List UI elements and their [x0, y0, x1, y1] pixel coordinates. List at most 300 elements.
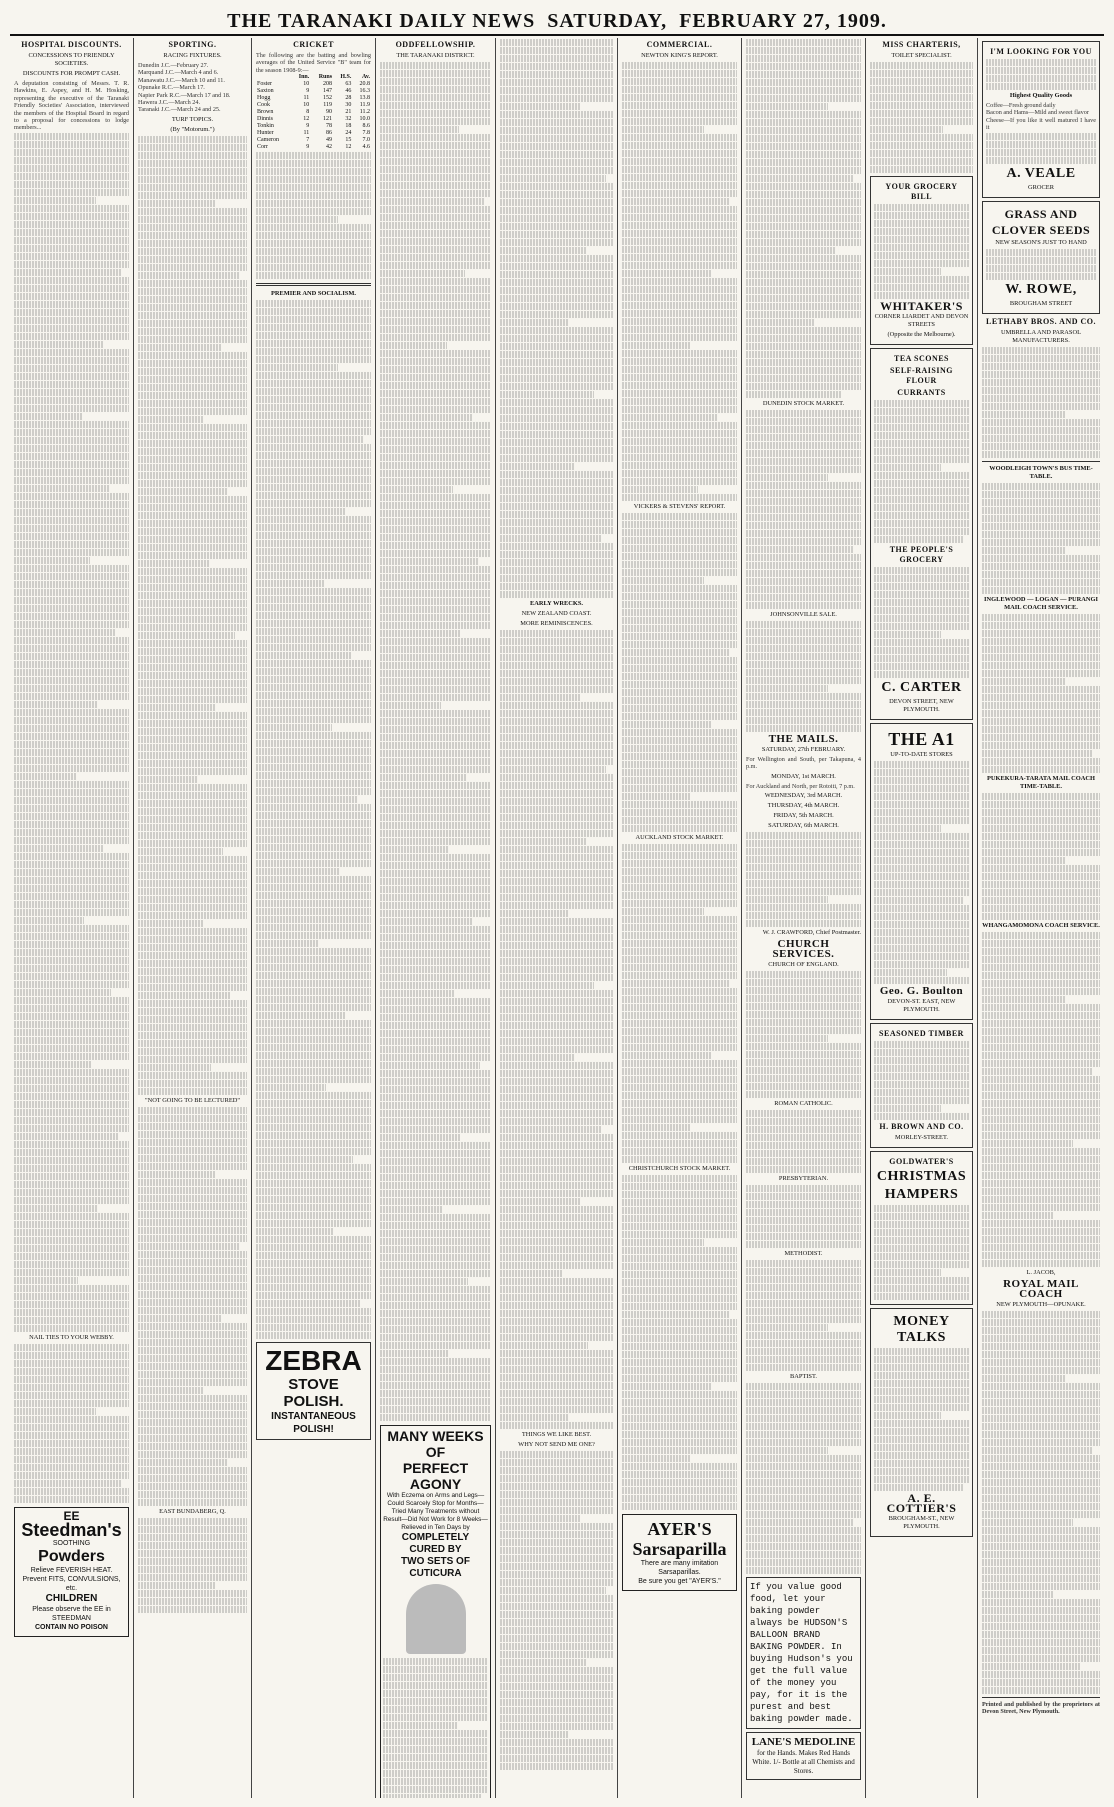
text-line: [14, 509, 129, 516]
text-line: [500, 479, 613, 486]
text-line: [500, 662, 613, 669]
text-line: [256, 588, 371, 595]
text-line: [500, 335, 613, 342]
text-line: [622, 852, 737, 859]
text-line: [380, 1358, 491, 1365]
fixture-2: Manawatu J.C.—March 10 and 11.: [138, 76, 225, 84]
text-line: [138, 296, 247, 303]
text-line: [874, 1452, 969, 1459]
text-line: [746, 1142, 861, 1149]
text-line: [622, 398, 737, 405]
text-line: [500, 934, 613, 941]
text-line: [746, 1495, 861, 1502]
text-line: [746, 1209, 861, 1216]
vickers-heading: VICKERS & STEVENS' REPORT.: [633, 503, 726, 510]
text-line: [622, 681, 737, 688]
text-line: [138, 1040, 247, 1047]
text-line: [138, 1187, 247, 1194]
divider: [256, 283, 371, 286]
text-line: [138, 1518, 247, 1525]
averages-header-cell: Inn.: [298, 74, 310, 81]
text-line: [14, 1448, 129, 1455]
text-line: [380, 862, 491, 869]
text-line: [746, 880, 861, 887]
text-line: [14, 637, 129, 644]
text-line: [874, 897, 963, 904]
text-line: [256, 340, 371, 347]
royal-heading: ROYAL MAIL COACH: [1003, 1277, 1079, 1300]
text-line: [746, 987, 861, 994]
text-line: [380, 374, 491, 381]
text-line: [746, 979, 861, 986]
text-line: [500, 55, 613, 62]
text-line: [500, 119, 613, 126]
text-line: [874, 1065, 969, 1072]
text-line: [622, 358, 737, 365]
text-line: [622, 1487, 737, 1494]
text-line: [746, 103, 828, 110]
text-line: [380, 222, 491, 229]
text-line: [383, 1658, 488, 1665]
text-line: [256, 1244, 371, 1251]
text-line: [874, 623, 969, 630]
text-line: [622, 1004, 737, 1011]
text-line: [874, 631, 941, 638]
text-line: [256, 324, 371, 331]
text-line: [380, 142, 491, 149]
text-line: [874, 833, 969, 840]
text-line: [138, 680, 247, 687]
text-line: [14, 301, 129, 308]
text-line: [14, 1013, 129, 1020]
text-line: [982, 1447, 1093, 1454]
rowe-addr: BROUGHAM STREET: [1009, 299, 1073, 307]
text-line: [746, 1091, 861, 1098]
text-line: [982, 718, 1100, 725]
text-line: [746, 1043, 861, 1050]
text-line: [622, 238, 737, 245]
text-line: [256, 940, 319, 947]
text-line: [870, 110, 973, 117]
text-line: [138, 1080, 247, 1087]
text-line: [256, 1324, 371, 1331]
text-line: [380, 286, 491, 293]
text-line: [138, 344, 222, 351]
text-line: [380, 1038, 491, 1045]
text-line: [746, 474, 828, 481]
text-line: [982, 1236, 1100, 1243]
text-line: [14, 629, 116, 636]
text-line: [380, 1254, 491, 1261]
text-line: [380, 798, 491, 805]
text-line: [622, 617, 737, 624]
text-line: [256, 484, 371, 491]
text-line: [138, 1467, 247, 1474]
text-line: [14, 797, 129, 804]
text-line: [500, 127, 613, 134]
table-cell: 10: [303, 102, 310, 109]
text-line: [622, 529, 737, 536]
text-line: [380, 1206, 442, 1213]
text-line: [500, 1198, 581, 1205]
text-line: [256, 1012, 346, 1019]
text-line: [138, 424, 247, 431]
column-right-ads: [978, 38, 1104, 1798]
text-line: [500, 742, 613, 749]
text-line: [138, 928, 247, 935]
text-line: [380, 686, 491, 693]
cuticura-head1: MANY WEEKS OF: [387, 1428, 484, 1460]
text-line: [256, 900, 371, 907]
tt1-heading: WOODLEIGH TOWN'S BUS TIME-TABLE.: [989, 464, 1093, 480]
text-line: [622, 1455, 691, 1462]
text-line: [982, 686, 1100, 693]
text-line: [982, 630, 1100, 637]
text-line: [982, 1212, 1053, 1219]
text-line: [14, 1005, 129, 1012]
text-line: [383, 1730, 488, 1737]
a1-box: [870, 723, 973, 1020]
text-line: [874, 761, 969, 768]
text-line: [500, 1483, 613, 1490]
text-line: [982, 1551, 1100, 1558]
text-line: [622, 342, 691, 349]
text-line: [622, 553, 737, 560]
text-line: [14, 285, 129, 292]
text-line: [874, 913, 969, 920]
text-line: [138, 480, 247, 487]
cuticura-text: [383, 1658, 488, 1798]
text-line: [500, 1190, 613, 1197]
text-line: [380, 638, 491, 645]
text-line: [256, 1076, 371, 1083]
text-line: [982, 1495, 1100, 1502]
text-line: [500, 471, 613, 478]
text-line: [500, 1262, 613, 1269]
text-line: [380, 86, 491, 93]
text-line: [14, 1037, 129, 1044]
tt4-heading: WHANGAMOMONA COACH SERVICE.: [982, 921, 1100, 929]
text-line: [982, 1415, 1100, 1422]
text-line: [138, 992, 230, 999]
text-line: [500, 1531, 613, 1538]
text-line: [982, 1647, 1100, 1654]
text-line: [500, 1595, 613, 1602]
text-line: [380, 398, 491, 405]
text-line: [138, 704, 216, 711]
text-line: [138, 1131, 247, 1138]
text-line: [746, 725, 861, 732]
text-line: [500, 175, 606, 182]
text-line: [138, 1323, 247, 1330]
text-line: [138, 1395, 247, 1402]
grass-sub: NEW SEASON'S JUST TO HAND: [995, 238, 1087, 246]
text-line: [746, 621, 861, 628]
tt1-body: [982, 483, 1100, 594]
text-line: [982, 1567, 1100, 1574]
text-line: [746, 1383, 861, 1390]
text-line: [380, 270, 465, 277]
text-line: [380, 734, 491, 741]
text-line: [622, 561, 737, 568]
text-line: [138, 1411, 247, 1418]
text-line: [746, 207, 861, 214]
text-line: [138, 712, 247, 719]
text-line: [746, 840, 861, 847]
text-line: [622, 585, 737, 592]
text-line: [256, 152, 371, 159]
text-line: [380, 1014, 491, 1021]
text-line: [138, 864, 247, 871]
text-line: [14, 1173, 129, 1180]
cottier-name: A. E. COTTIER'S: [886, 1491, 957, 1515]
text-line: [380, 1166, 491, 1173]
text-line: [256, 356, 371, 363]
text-line: [746, 1193, 861, 1200]
text-line: [622, 406, 737, 413]
text-line: [622, 326, 737, 333]
text-line: [256, 1052, 371, 1059]
text-line: [982, 614, 1100, 621]
church-body5: [746, 1383, 861, 1574]
text-line: [380, 454, 491, 461]
text-line: [380, 1286, 491, 1293]
column-oddfellowship: [376, 38, 496, 1798]
text-line: [874, 671, 969, 678]
text-line: [746, 351, 861, 358]
text-line: [622, 868, 737, 875]
text-line: [256, 780, 371, 787]
text-line: [380, 662, 491, 669]
lethaby-heading: LETHABY BROS. AND CO.: [986, 316, 1096, 326]
text-line: [746, 570, 861, 577]
text-line: [982, 940, 1100, 947]
text-line: [138, 1427, 247, 1434]
text-line: [874, 228, 969, 235]
text-line: [500, 782, 613, 789]
text-line: [622, 641, 737, 648]
text-line: [746, 1118, 861, 1125]
text-line: [14, 1285, 129, 1292]
table-cell: Corr: [257, 144, 268, 151]
mail-7: SATURDAY, 6th MARCH.: [768, 822, 839, 830]
text-line: [622, 964, 737, 971]
text-line: [380, 1246, 491, 1253]
text-line: [14, 253, 129, 260]
text-line: [138, 760, 247, 767]
text-line: [383, 1714, 488, 1721]
text-line: [622, 956, 737, 963]
text-line: [622, 633, 737, 640]
text-line: [746, 586, 861, 593]
text-line: [874, 416, 969, 423]
text-line: [138, 1000, 247, 1007]
text-line: [256, 308, 371, 315]
text-line: [256, 716, 371, 723]
text-line: [746, 717, 861, 724]
text-line: [986, 75, 1096, 82]
column-ads: [866, 38, 978, 1798]
masthead: [10, 8, 1104, 36]
text-line: [746, 864, 861, 871]
text-line: [982, 1319, 1100, 1326]
text-line: [138, 440, 247, 447]
table-cell: 20.8: [359, 81, 370, 88]
text-line: [746, 578, 861, 585]
text-line: [622, 134, 737, 141]
text-line: [500, 1555, 613, 1562]
text-line: [874, 777, 969, 784]
text-line: [982, 1188, 1100, 1195]
text-line: [14, 1133, 118, 1140]
cuticura-head3: COMPLETELY CURED BY: [401, 1532, 470, 1555]
text-line: [380, 158, 491, 165]
text-line: [14, 861, 129, 868]
text-line: [14, 221, 129, 228]
text-line: [14, 701, 97, 708]
text-line: [14, 445, 129, 452]
text-line: [746, 1340, 861, 1347]
text-line: [138, 1363, 247, 1370]
table-cell: 208: [323, 81, 333, 88]
text-line: [138, 1056, 247, 1063]
text-line: [380, 598, 491, 605]
text-line: [622, 940, 737, 947]
text-line: [380, 622, 491, 629]
text-line: [746, 79, 861, 86]
text-line: [982, 817, 1100, 824]
grass-heading1: GRASS AND: [1004, 206, 1078, 221]
text-line: [256, 876, 371, 883]
text-line: [256, 184, 371, 191]
text-line: [14, 261, 129, 268]
text-line: [256, 708, 371, 715]
text-line: [500, 343, 613, 350]
text-line: [746, 466, 861, 473]
text-line: [256, 836, 371, 843]
text-line: [874, 424, 969, 431]
text-line: [500, 159, 613, 166]
grocery-box: [870, 176, 973, 345]
text-line: [874, 440, 969, 447]
text-line: [380, 94, 491, 101]
text-line: [874, 536, 963, 543]
text-line: [138, 232, 247, 239]
text-line: [870, 102, 973, 109]
text-line: [380, 1278, 468, 1285]
text-line: [746, 995, 861, 1002]
steedmans-brand: Steedman's: [21, 1519, 122, 1540]
text-line: [380, 646, 491, 653]
text-line: [14, 821, 129, 828]
text-line: [500, 846, 613, 853]
text-line: [870, 78, 973, 85]
text-line: [380, 118, 491, 125]
text-line: [874, 456, 969, 463]
text-line: [982, 579, 1100, 586]
text-line: [622, 174, 737, 181]
fixture-5: Hawera J.C.—March 24.: [138, 99, 201, 107]
text-line: [622, 972, 737, 979]
text-line: [138, 1171, 215, 1178]
text-line: [874, 793, 969, 800]
text-line: [982, 849, 1100, 856]
text-line: [982, 865, 1100, 872]
auckland-body: [622, 844, 737, 1163]
text-line: [14, 1317, 129, 1324]
text-line: [622, 1399, 737, 1406]
text-line: [622, 625, 737, 632]
text-line: [982, 1407, 1100, 1414]
text-line: [500, 263, 613, 270]
text-line: [874, 236, 969, 243]
text-line: [622, 86, 737, 93]
text-line: [982, 1052, 1100, 1059]
text-line: [383, 1762, 488, 1769]
text-line: [256, 500, 371, 507]
text-line: [256, 1308, 371, 1315]
text-line: [500, 311, 613, 318]
table-row: [256, 137, 371, 144]
text-line: [982, 1591, 1053, 1598]
text-line: [138, 1499, 247, 1506]
text-line: [746, 391, 841, 398]
text-line: [14, 853, 129, 860]
text-line: [14, 573, 129, 580]
text-line: [500, 383, 613, 390]
text-line: [982, 1092, 1100, 1099]
text-line: [138, 168, 247, 175]
currants-heading: CURRANTS: [897, 388, 946, 397]
text-line: [380, 694, 491, 701]
text-line: [622, 278, 737, 285]
table-cell: 30: [345, 102, 352, 109]
text-line: [500, 1014, 613, 1021]
text-line: [256, 1204, 371, 1211]
text-line: [622, 1447, 737, 1454]
text-line: [874, 969, 947, 976]
text-line: [874, 1444, 969, 1451]
ayers-line4: Be sure you get "AYER'S.": [638, 1578, 721, 1585]
text-line: [746, 1260, 861, 1267]
text-line: [380, 334, 491, 341]
text-line: [746, 1551, 861, 1558]
text-line: [383, 1674, 488, 1681]
text-line: [746, 832, 861, 839]
nail-body: [14, 1344, 129, 1503]
text-line: [622, 246, 737, 253]
text-line: [138, 1064, 211, 1071]
text-line: [14, 373, 129, 380]
text-line: [622, 70, 737, 77]
text-line: [500, 439, 613, 446]
table-cell: 21: [345, 109, 352, 116]
table-cell: 9: [306, 88, 310, 95]
text-line: [380, 302, 491, 309]
text-line: [500, 1739, 613, 1746]
text-line: [256, 492, 371, 499]
text-line: [500, 750, 613, 757]
text-line: [746, 1423, 861, 1430]
text-line: [138, 872, 247, 879]
text-line: [622, 1247, 737, 1254]
whitakers-addr: CORNER LIARDET AND DEVON STREETS: [874, 313, 969, 328]
commercial-heading: COMMERCIAL.: [646, 40, 713, 49]
text-line: [500, 1406, 613, 1413]
text-line: [874, 284, 969, 291]
text-line: [746, 175, 854, 182]
text-line: [622, 478, 737, 485]
